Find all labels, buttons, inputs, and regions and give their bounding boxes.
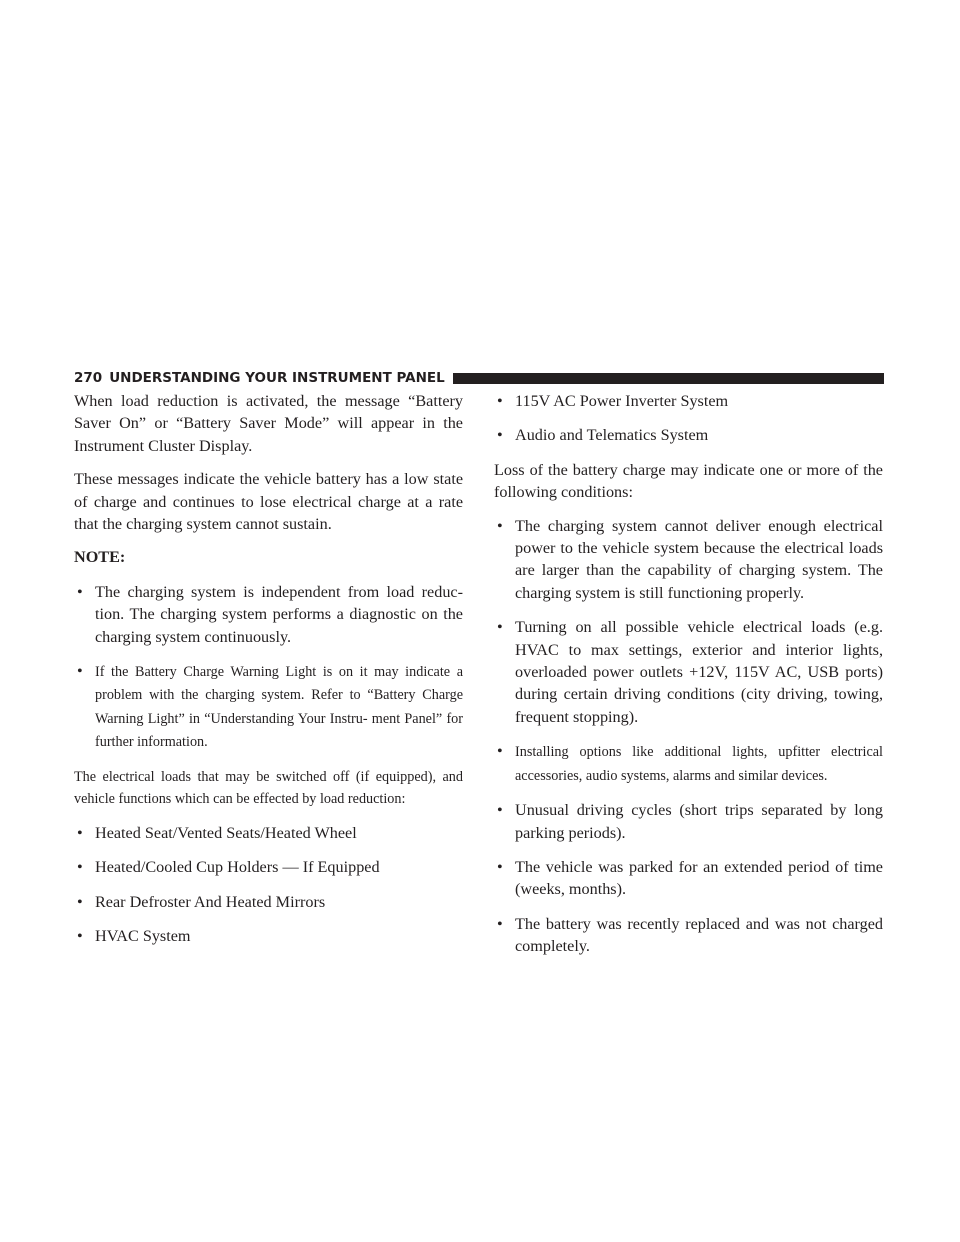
bullet-icon: •	[77, 926, 83, 945]
right-column	[494, 390, 883, 970]
page-header	[74, 368, 884, 388]
list-item-text: The vehicle was parked for an extended period of time (weeks, months).	[515, 857, 883, 899]
list-item	[494, 424, 883, 446]
paragraph-low-charge: These messages indicate the vehicle battery has a low state of charge and continues to lose electrical charge at a rate that the charging system cannot sustain.	[74, 470, 463, 534]
bullet-icon: •	[77, 823, 83, 842]
list-item-text: Audio and Telematics System	[515, 426, 709, 445]
header-rule	[453, 373, 884, 384]
section-title: UNDERSTANDING YOUR INSTRUMENT PANEL	[109, 370, 445, 386]
list-item	[74, 822, 463, 844]
bullet-icon: •	[77, 858, 83, 877]
list-item-text: The battery was recently replaced and was not charged completely.	[515, 914, 883, 956]
paragraph-load-reduction: When load reduction is activated, the message “Battery Saver On” or “Battery Saver Mode” will appear in the Instrument Cluster Display.	[74, 392, 463, 455]
bullet-icon: •	[497, 914, 503, 933]
list-item-text: Rear Defroster And Heated Mirrors	[95, 892, 326, 911]
list-item	[494, 913, 883, 958]
list-item-text: Installing options like additional lights, upfitter electrical accessories, audio systems, alarms and similar devices.	[515, 744, 883, 784]
list-item	[494, 799, 883, 844]
list-item	[494, 390, 883, 412]
list-item	[74, 856, 463, 878]
list-item-text: The charging system is independent from load reduc- tion. The charging system performs a diagnostic on the charging system continuously.	[95, 582, 463, 646]
bullet-icon: •	[497, 742, 503, 761]
list-item-text: Unusual driving cycles (short trips separated by long parking periods).	[515, 801, 883, 842]
bullet-icon: •	[497, 801, 503, 820]
bullet-icon: •	[497, 618, 503, 637]
left-column	[74, 390, 463, 959]
list-item	[74, 660, 463, 754]
bullet-icon: •	[497, 857, 503, 876]
bullet-icon: •	[497, 426, 503, 445]
bullet-icon: •	[77, 582, 83, 601]
page-number: 270	[74, 370, 103, 386]
list-item-text: Heated/Cooled Cup Holders — If Equipped	[95, 858, 380, 877]
list-item	[494, 740, 883, 787]
paragraph-loads-intro: The electrical loads that may be switched off (if equipped), and vehicle functions which can be effected by load reduction:	[74, 768, 463, 807]
bullet-icon: •	[77, 662, 83, 681]
list-item	[74, 891, 463, 913]
list-item-text: Heated Seat/Vented Seats/Heated Wheel	[95, 823, 357, 842]
note-label: NOTE:	[74, 548, 126, 567]
list-item	[494, 515, 883, 605]
list-item-text: 115V AC Power Inverter System	[515, 392, 729, 410]
list-item-text: The charging system cannot deliver enough electrical power to the vehicle system because the electrical loads are larger than the capability of charging system. The charging system is still functioning properly.	[515, 516, 883, 602]
list-item	[74, 581, 463, 648]
list-item-text: HVAC System	[95, 926, 191, 945]
paragraph-loss-intro: Loss of the battery charge may indicate one or more of the following conditions:	[494, 460, 883, 502]
bullet-icon: •	[497, 392, 503, 410]
list-item-text: If the Battery Charge Warning Light is on it may indicate a problem with the charging system. Refer to “Battery Charge Warning Light” in “Understanding Your Instru- ment Panel” for further information.	[95, 664, 463, 751]
bullet-icon: •	[77, 892, 83, 911]
list-item	[74, 925, 463, 947]
bullet-icon: •	[497, 516, 503, 535]
list-item-text: Turning on all possible vehicle electrical loads (e.g. HVAC to max settings, exterior and interior lights, overloaded power outlets +12V, 115V AC, USB ports) during certain driving conditions (city driving, towing, frequent stopping).	[515, 618, 883, 726]
list-item	[494, 616, 883, 728]
list-item	[494, 856, 883, 901]
